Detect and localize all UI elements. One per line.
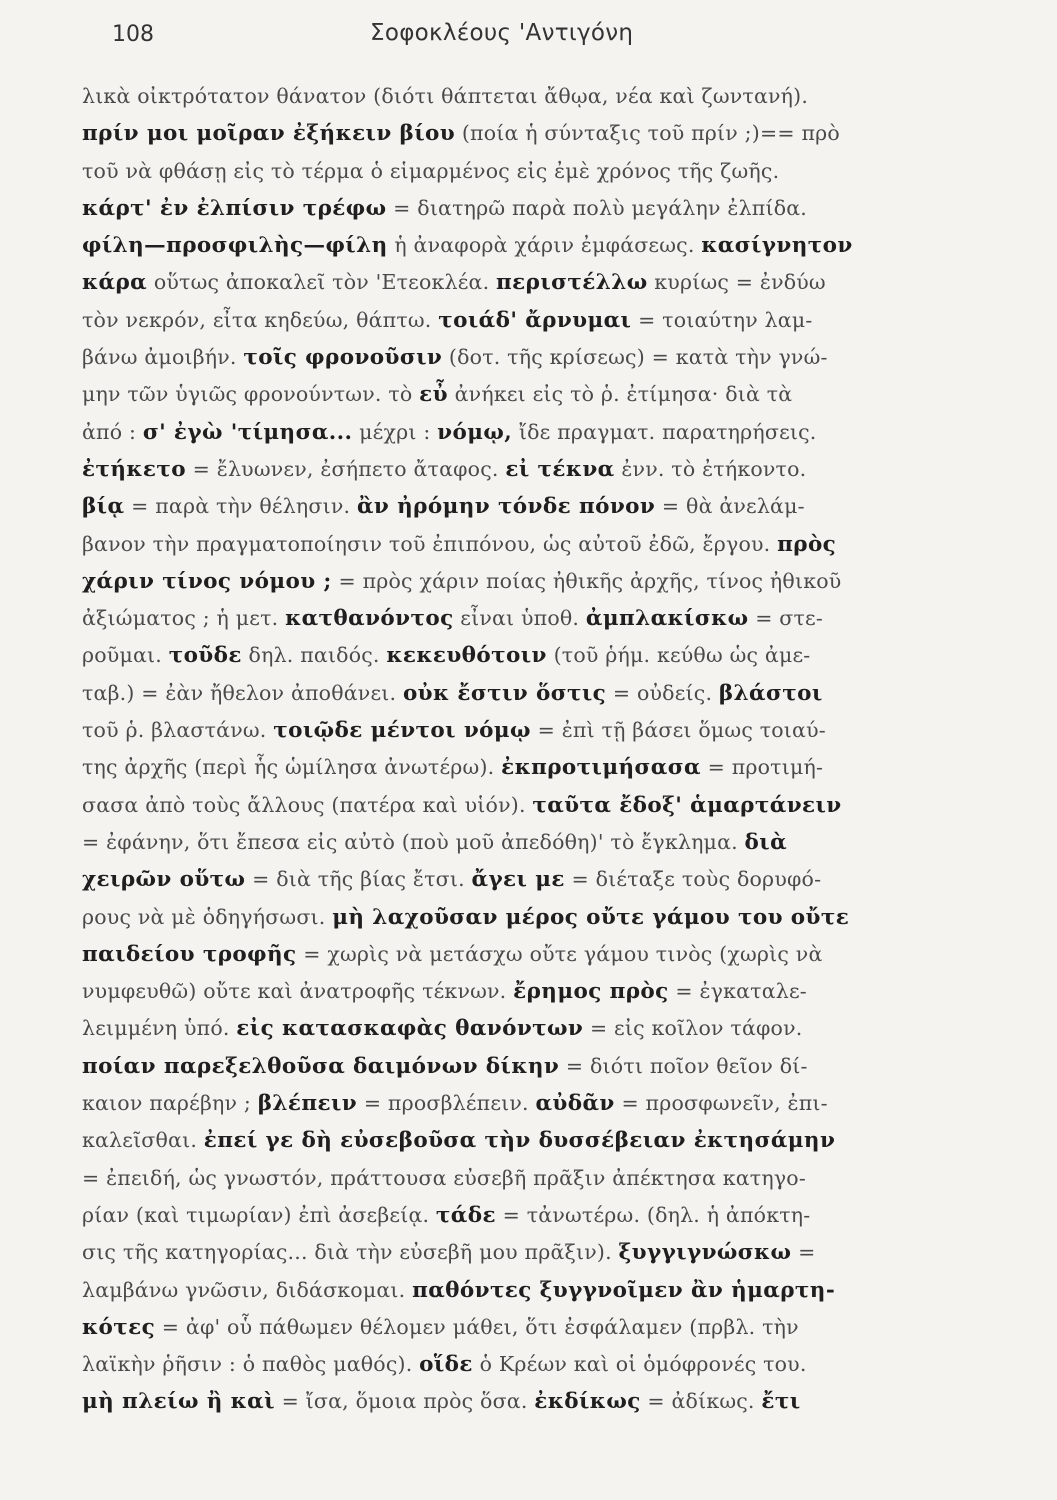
lemma-term: ποίαν παρεξελθοῦσα δαιμόνων δίκην [82,1053,560,1079]
gloss-text: ρίαν (καὶ τιμωρίαν) ἐπὶ ἀσεβείᾳ. [82,1202,436,1227]
lemma-term: σ' ἐγὼ 'τίμησα... [142,419,353,445]
lemma-term: εἰς κατασκαφὰς θανόντων [236,1016,584,1042]
lemma-term: κεκευθότοιν [386,643,547,669]
lemma-term: ἐκπροτιμήσασα [501,755,701,781]
lemma-term: τοιῷδε μέντοι νόμῳ [273,718,531,744]
text-line [82,1383,982,1420]
lemma-term: μὴ πλείω ἢ καὶ [82,1389,275,1415]
gloss-text: κυρίως = ἐνδύω [647,270,826,295]
gloss-text: = [791,1240,816,1265]
gloss-text: (δοτ. τῆς κρίσεως) = κατὰ τὴν γνώ- [442,345,828,370]
lemma-term: πρὸς [777,531,837,557]
gloss-text: = διέταξε τοὺς δορυφό- [564,867,822,892]
gloss-text: δηλ. παιδός. [241,643,387,668]
text-line [82,1346,982,1383]
lemma-term: οὐκ ἔστιν ὅστις [402,680,607,706]
gloss-text: = τἀνωτέρω. (δηλ. ἡ ἀπόκτη- [495,1202,811,1227]
lemma-term: ἐπεί γε δὴ εὐσεβοῦσα τὴν δυσσέβειαν ἐκτησάμην [203,1128,836,1154]
text-line [82,376,982,413]
gloss-text: σις τῆς κατηγορίας... διὰ τὴν εὐσεβῆ μου πρᾶξιν). [82,1240,619,1265]
text-line [82,115,982,152]
lemma-term: κάρα [82,270,148,296]
running-title: Σοφοκλέους 'Αντιγόνη [370,20,634,46]
lemma-term: ἂν ἠρόμην τόνδε πόνον [356,494,656,520]
gloss-text: = ἴσα, ὅμοια πρὸς ὅσα. [274,1389,535,1414]
gloss-text: οὕτως ἀποκαλεῖ τὸν 'Ετεοκλέα. [147,270,497,295]
lemma-term: ταῦτα ἔδοξ' ἁμαρτάνειν [532,792,842,818]
gloss-text: = ἀδίκως. [640,1389,762,1414]
gloss-text: = οὐδείς. [606,680,719,705]
text-line [82,264,982,301]
lemma-term: εἰ τέκνα [505,456,615,482]
text-line [82,899,982,936]
text-line [82,78,982,115]
commentary-text [82,78,982,1421]
lemma-term: περιστέλλω [496,270,648,296]
lemma-term: ἔτι [761,1389,801,1415]
gloss-text: ἀπό : [82,419,143,444]
text-line [82,1122,982,1159]
text-line [82,1048,982,1085]
lemma-term: φίλη—προσφιλὴς—φίλη [82,233,388,259]
gloss-text: ἀνήκει εἰς τὸ ῥ. ἐτίμησα· διὰ τὰ [447,382,793,407]
lemma-term: εὖ [419,382,448,408]
lemma-term: κασίγνητον [701,233,853,259]
gloss-text: καιον παρέβην ; [82,1091,258,1116]
gloss-text: βανον τὴν πραγματοποίησιν τοῦ ἐπιπόνου, ὡς αὐτοῦ ἐδῶ, ἔργου. [82,531,778,556]
gloss-text: ἡ ἀναφορὰ χάριν ἐμφάσεως. [387,233,702,258]
text-line [82,1085,982,1122]
lemma-term: ἀμπλακίσκω [585,606,749,632]
lemma-term: χάριν τίνος νόμου ; [82,568,332,594]
gloss-text: τοῦ νὰ φθάσῃ εἰς τὸ τέρμα ὁ εἱμαρμένος εἰς ἐμὲ χρόνος τῆς ζωῆς. [82,158,780,183]
text-line [82,526,982,563]
text-line [82,190,982,227]
text-line [82,1160,982,1197]
lemma-term: διὰ [744,829,788,855]
lemma-term: παιδείου τροφῆς [82,941,297,967]
text-line [82,563,982,600]
gloss-text: ρους νὰ μὲ ὁδηγήσωσι. [82,904,333,929]
gloss-text: ταβ.) = ἐὰν ἤθελον ἀποθάνει. [82,680,403,705]
text-line [82,414,982,451]
gloss-text: ροῦμαι. [82,643,169,668]
gloss-text: = προσβλέπειν. [357,1091,536,1116]
text-line [82,637,982,674]
gloss-text: = ἐπειδή, ὡς γνωστόν, πράττουσα εὐσεβῆ πρᾶξιν ἀπέκτησα κατηγο- [82,1165,806,1190]
gloss-text: λαϊκὴν ῥῆσιν : ὁ παθὸς μαθός). [82,1352,420,1377]
page-number: 108 [112,22,154,47]
lemma-term: κατθανόντος [285,606,454,632]
gloss-text: = διὰ τῆς βίας ἔτσι. [245,867,472,892]
gloss-text: = θὰ ἀνελάμ- [655,494,805,519]
gloss-text: = πρὸς χάριν ποίας ἠθικῆς ἀρχῆς, τίνος ἠθικοῦ [331,568,842,593]
lemma-term: ξυγγιγνώσκω [618,1240,792,1266]
gloss-text: τὸν νεκρόν, εἶτα κηδεύω, θάπτω. [82,307,439,332]
gloss-text: = εἰς κοῖλον τάφον. [583,1016,803,1041]
gloss-text: = χωρὶς νὰ μετάσχω οὔτε γάμου τινὸς (χωρὶς νὰ [296,941,823,966]
lemma-term: βλάστοι [718,680,823,706]
text-line [82,861,982,898]
gloss-text: καλεῖσθαι. [82,1128,204,1153]
gloss-text: ἀξιώματος ; ἡ μετ. [82,606,286,631]
lemma-term: αὐδᾶν [535,1091,615,1117]
text-line [82,153,982,190]
lemma-term: ἔρημος πρὸς [513,979,669,1005]
page-header [112,18,992,58]
gloss-text: τοῦ ῥ. βλαστάνω. [82,718,274,743]
lemma-term: μὴ λαχοῦσαν μέρος οὔτε γάμου του οὔτε [332,904,850,930]
lemma-term: παθόντες ξυγγνοῖμεν ἂν ἡμαρτη- [412,1277,836,1303]
gloss-text: = διατηρῶ παρὰ πολὺ μεγάλην ἐλπίδα. [386,195,808,220]
lemma-term: χειρῶν οὕτω [82,867,246,893]
text-line [82,973,982,1010]
lemma-term: τάδε [435,1202,496,1228]
gloss-text: εἶναι ὑποθ. [453,606,586,631]
gloss-text: = ἀφ' οὗ πάθωμεν θέλομεν μάθει, ὅτι ἐσφάλαμεν (πρβλ. τὴν [155,1314,799,1339]
lemma-term: ἐτήκετο [82,456,186,482]
lemma-term: ἐκδίκως [534,1389,641,1415]
text-line [82,600,982,637]
lemma-term: κάρτ' ἐν ἐλπίσιν τρέφω [82,195,387,221]
lemma-term: βίᾳ [82,494,125,520]
gloss-text: ὁ Κρέων καὶ οἱ ὁμόφρονές του. [472,1352,807,1377]
text-line [82,824,982,861]
text-line [82,787,982,824]
text-line [82,936,982,973]
gloss-text: = προσφωνεῖν, ἐπι- [614,1091,828,1116]
text-line [82,749,982,786]
gloss-text: (ποία ἡ σύνταξις τοῦ πρίν ;)== πρὸ [455,121,840,146]
text-line [82,488,982,525]
lemma-term: τοιάδ' ἄρνυμαι [438,307,632,333]
text-line [82,1010,982,1047]
gloss-text: = τοιαύτην λαμ- [631,307,813,332]
gloss-text: = ἐγκαταλε- [668,979,807,1004]
text-line [82,1309,982,1346]
text-line [82,302,982,339]
text-line [82,339,982,376]
gloss-text: σασα ἀπὸ τοὺς ἄλλους (πατέρα καὶ υἱόν). [82,792,533,817]
gloss-text: = διότι ποῖον θεῖον δί- [559,1053,808,1078]
lemma-term: οἵδε [419,1352,473,1378]
gloss-text: = προτιμή- [700,755,824,780]
gloss-text: μην τῶν ὑγιῶς φρονούντων. τὸ [82,382,420,407]
lemma-term: ἄγει με [471,867,565,893]
gloss-text: λειμμένη ὑπό. [82,1016,237,1041]
text-line [82,1234,982,1271]
lemma-term: τοῦδε [168,643,242,669]
lemma-term: τοῖς φρονοῦσιν [243,345,443,371]
gloss-text: ἐνν. τὸ ἐτήκοντο. [614,456,807,481]
lemma-term: νόμῳ, [437,419,513,445]
lemma-term: πρίν μοι μοῖραν ἐξήκειν βίου [82,121,456,147]
lemma-term: βλέπειν [257,1091,358,1117]
lemma-term: κότες [82,1314,156,1340]
gloss-text: = στε- [748,606,823,631]
gloss-text: = ἔλυωνεν, ἐσήπετο ἄταφος. [185,456,506,481]
gloss-text: λαμβάνω γνῶσιν, διδάσκομαι. [82,1277,413,1302]
gloss-text: = ἐπὶ τῇ βάσει ὅμως τοιαύ- [530,718,826,743]
gloss-text: = παρὰ τὴν θέλησιν. [124,494,357,519]
gloss-text: λικὰ οἰκτρότατον θάνατον (διότι θάπτεται ἄθῳα, νέα καὶ ζωντανή). [82,84,809,108]
text-line [82,1197,982,1234]
text-line [82,451,982,488]
gloss-text: ἴδε πραγματ. παρατηρήσεις. [512,419,817,444]
gloss-text: της ἀρχῆς (περὶ ἧς ὡμίλησα ἀνωτέρω). [82,755,502,780]
text-line [82,712,982,749]
gloss-text: (τοῦ ῥήμ. κεύθω ὡς ἀμε- [546,643,811,668]
gloss-text: μέχρι : [352,419,438,444]
gloss-text: = ἐφάνην, ὅτι ἔπεσα εἰς αὐτὸ (ποὺ μοῦ ἀπεδόθη)' τὸ ἔγκλημα. [82,829,745,854]
gloss-text: βάνω ἀμοιβήν. [82,345,244,370]
text-line [82,227,982,264]
gloss-text: νυμφευθῶ) οὔτε καὶ ἀνατροφῆς τέκνων. [82,979,514,1004]
text-line [82,675,982,712]
text-line [82,1272,982,1309]
